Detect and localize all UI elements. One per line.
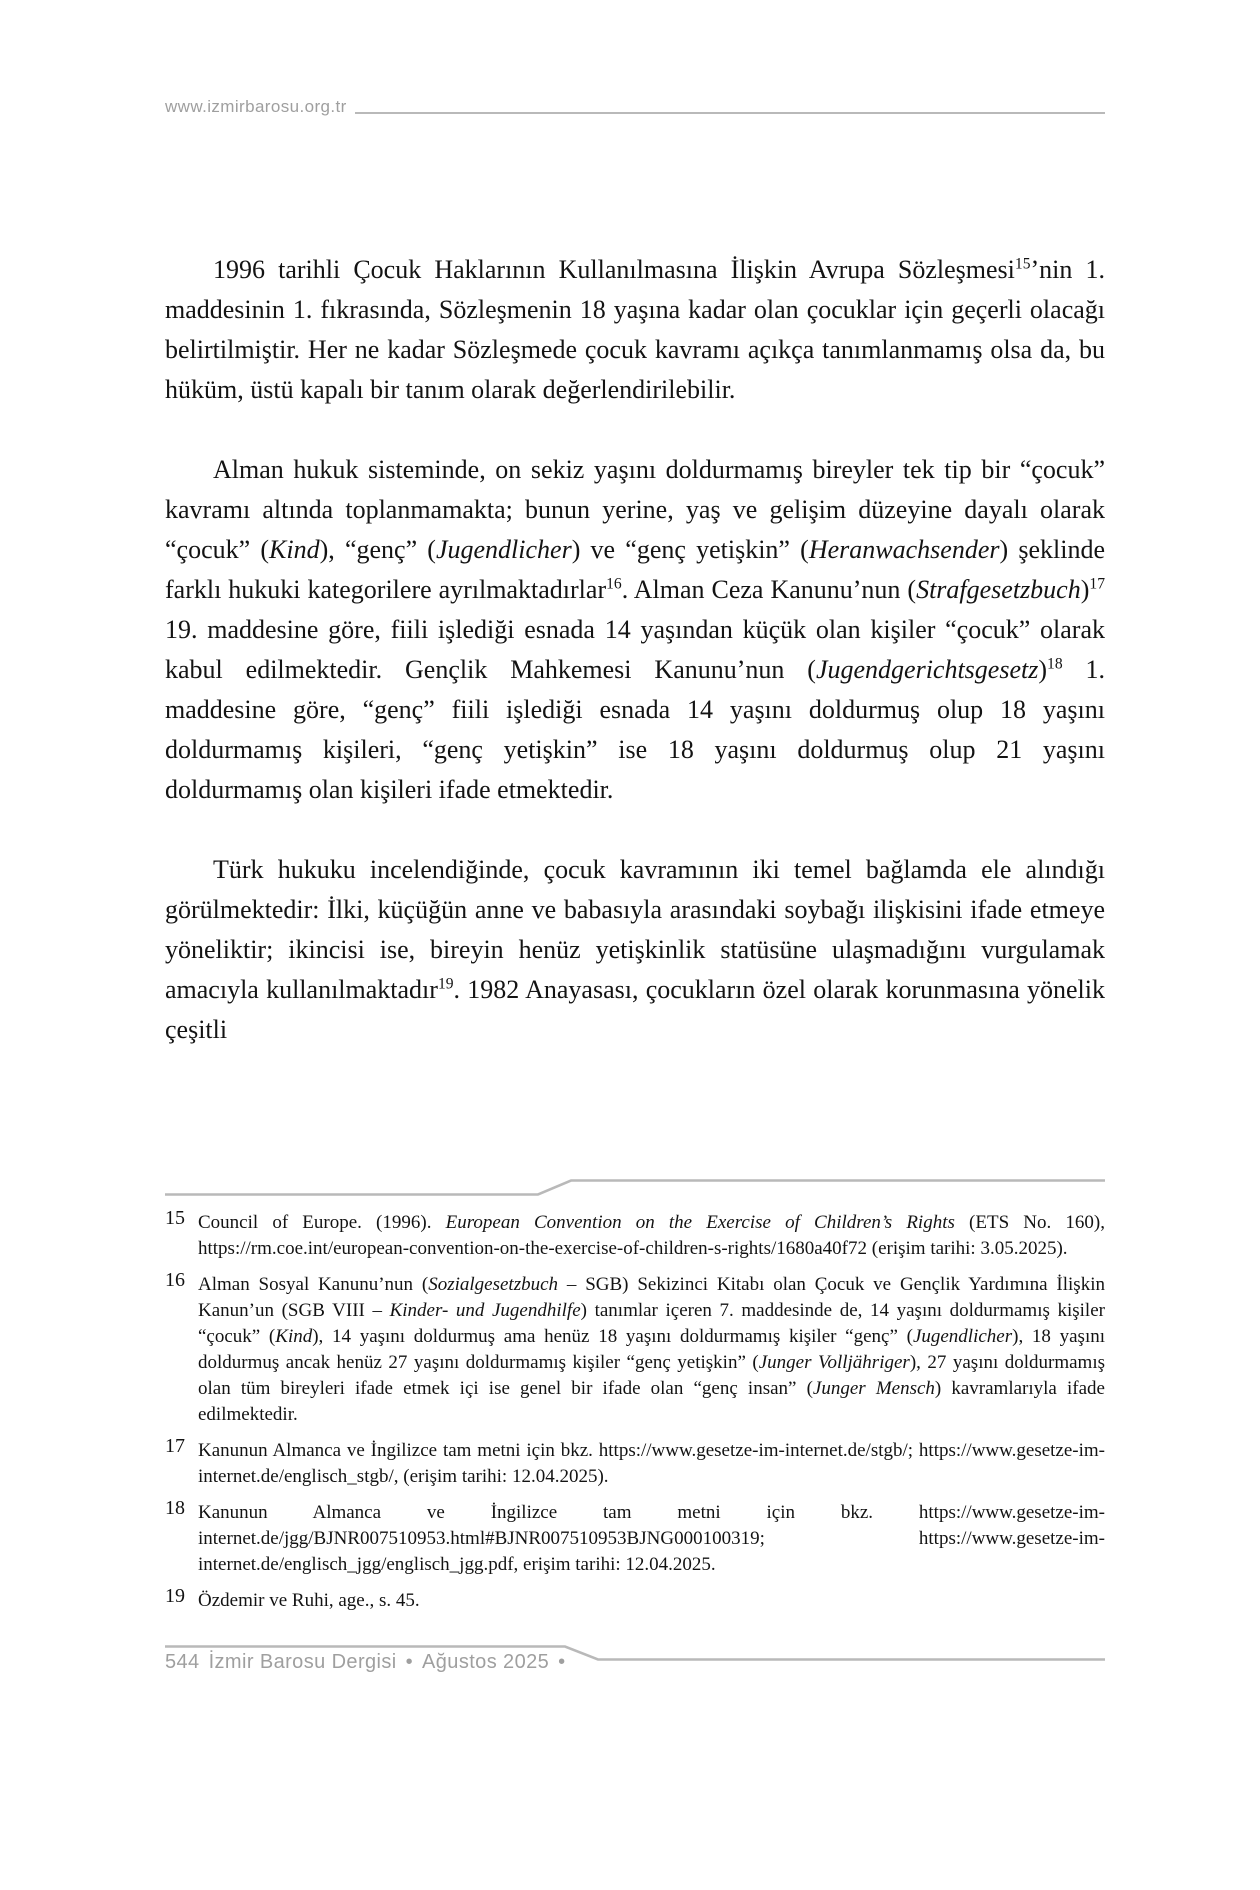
footnote-number: 16 — [165, 1269, 185, 1291]
footnotes-section — [165, 1210, 1105, 1642]
footnote-separator-line — [165, 1176, 1105, 1198]
page-number: 544 — [165, 1651, 200, 1673]
footer-text — [165, 1651, 566, 1674]
paragraph-convention-1996: 1996 tarihli Çocuk Haklarının Kullanılmasına İlişkin Avrupa Sözleşmesi$^{15}$’nin 1. maddesinin 1. fıkrasında, Sözleşmenin 18 yaşına kadar olan çocuklar için geçerli olacağı belirtilmiştir. Her ne kadar Sözleşmede çocuk kavramı açıkça tanımlanmamış olsa da, bu hüküm, üstü kapalı bir tanım olarak değerlendirilebilir. — [165, 255, 1105, 404]
journal-name: İzmir Barosu Dergisi — [208, 1651, 397, 1673]
footnote-17 — [165, 1435, 1105, 1490]
footnote-text: Kanunun Almanca ve İngilizce tam metni için bkz. https://www.gesetze-im-internet.de/stgb/; https://www.gesetze-im-internet.de/englisch_stgb/, (erişim tarihi: 12.04.2025). — [198, 1440, 1105, 1487]
footnote-number: 17 — [165, 1435, 185, 1457]
footnote-text: Alman Sosyal Kanunu’nun (Sozialgesetzbuch – SGB) Sekizinci Kitabı olan Çocuk ve Gençlik Yardımına İlişkin Kanun’un (SGB VIII – Kinder- und Jugendhilfe) tanımlar içeren 7. maddesinde de, 14 yaşını doldurmamış kişiler “çocuk” (Kind), 14 yaşını doldurmuş ama henüz 18 yaşını doldurmamış kişiler “genç” (Jugendlicher), 18 yaşını doldurmuş ancak henüz 27 yaşını doldurmamış kişiler “genç yetişkin” (Junger Volljähriger), 27 yaşını doldurmamış olan tüm bireyleri ifade etmek içi ise genel bir ifade olan “genç insan” (Junger Mensch) kavramlarıyla ifade edilmektedir. — [198, 1274, 1105, 1425]
paragraph-german-law: Alman hukuk sisteminde, on sekiz yaşını doldurmamış bireyler tek tip bir “çocuk” kavramı altında toplanmamakta; bunun yerine, yaş ve gelişim düzeyine dayalı olarak “çocuk” (Kind), “genç” (Jugendlicher) ve “genç yetişkin” (Heranwachsender) şeklinde farklı hukuki kategorilere ayrılmaktadırlar$^{16}$. Alman Ceza Kanunu’nun (Strafgesetzbuch)$^{17}$ 19. maddesine göre, fiili işlediği esnada 14 yaşından küçük olan kişiler “çocuk” olarak kabul edilmektedir. Gençlik Mahkemesi Kanunu’nun (Jugendgerichtsgesetz)$^{18}$ 1. maddesine göre, “genç” fiili işlediği esnada 14 yaşını doldurmuş olup 18 yaşını doldurmamış kişileri, “genç yetişkin” ise 18 yaşını doldurmuş olup 21 yaşını doldurmamış olan kişileri ifade etmektedir. — [165, 455, 1105, 804]
header-site-url: www.izmirbarosu.org.tr — [165, 97, 347, 116]
footnote-number: 19 — [165, 1585, 185, 1607]
footnote-number: 15 — [165, 1210, 185, 1229]
footnote-19 — [165, 1585, 1105, 1614]
page-footer — [165, 1644, 1105, 1688]
footnote-15 — [165, 1210, 1105, 1262]
footnote-text: Özdemir ve Ruhi, age., s. 45. — [198, 1590, 420, 1611]
footnote-text: Kanunun Almanca ve İngilizce tam metni için bkz. https://www.gesetze-im-internet.de/jgg/BJNR007510953.html#BJNR007510953BJNG000100319; https://www.gesetze-im-internet.de/englisch_jgg/englisch_jgg.pdf, erişim tarihi: 12.04.2025. — [198, 1502, 1105, 1575]
footnote-16 — [165, 1269, 1105, 1428]
footnote-18 — [165, 1497, 1105, 1578]
paragraph-turkish-law: Türk hukuku incelendiğinde, çocuk kavramının iki temel bağlamda ele alındığı görülmektedir: İlki, küçüğün anne ve babasıyla arasındaki soybağı ilişkisini ifade etmeye yöneliktir; ikincisi ise, bireyin henüz yetişkinlik statüsüne ulaşmadığını vurgulamak amacıyla kullanılmaktadır$^{19}$. 1982 Anayasası, çocukların özel olarak korunmasına yönelik çeşitli — [165, 855, 1105, 1044]
footnote-separator — [165, 1176, 1105, 1198]
footnote-number: 18 — [165, 1497, 185, 1519]
page-header — [165, 0, 1105, 116]
footer-trailing-bullet: • — [558, 1651, 566, 1673]
journal-issue: Ağustos 2025 — [422, 1651, 550, 1673]
footer-bullet: • — [405, 1651, 414, 1673]
article-body — [165, 250, 1105, 1168]
header-rule — [355, 112, 1105, 115]
footnote-text: Council of Europe. (1996). European Convention on the Exercise of Children’s Rights (ETS No. 160), https://rm.coe.int/european-convention-on-the-exercise-of-children-s-rights/1680a40f72 (erişim tarihi: 3.05.2025). — [198, 1212, 1105, 1259]
